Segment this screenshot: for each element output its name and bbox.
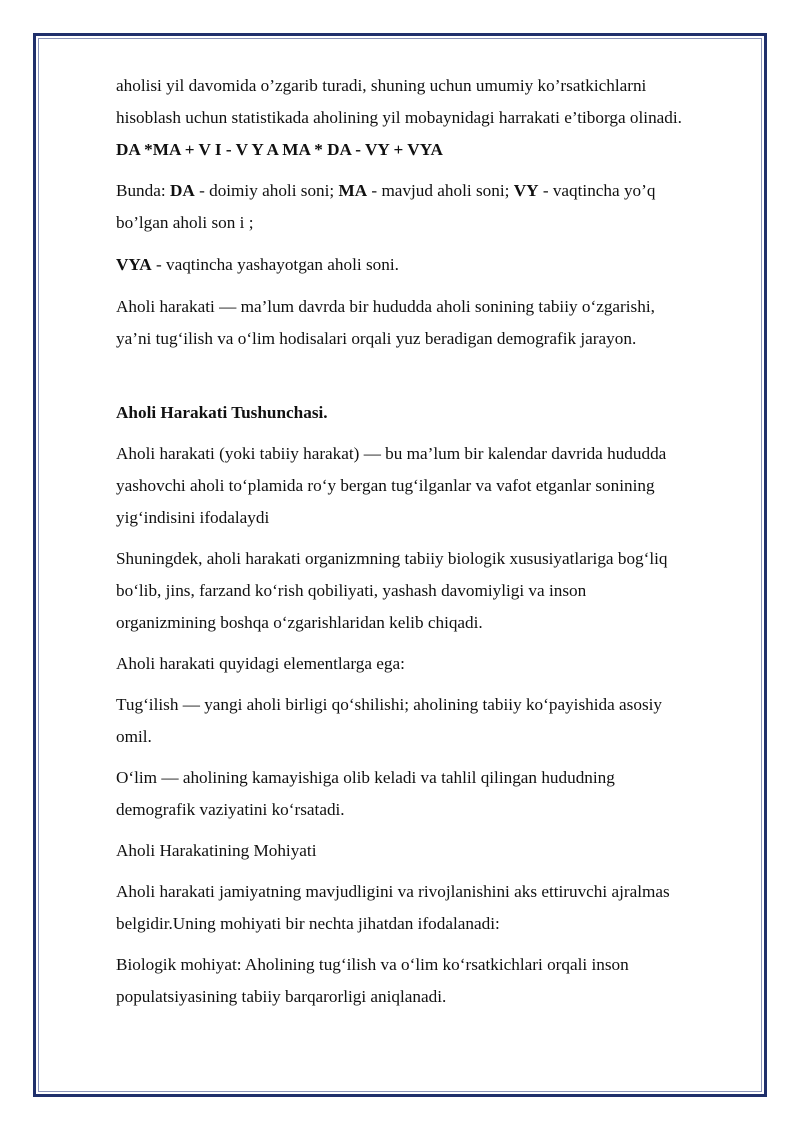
paragraph-3: Aholi harakati quyidagi elementlarga ega: <box>116 654 405 673</box>
term-vya: VYA <box>116 255 152 274</box>
desc-ma: - mavjud aholi soni; <box>367 181 514 200</box>
text-line: Shuningdek, aholi harakati organizmning tabiiy biologik xususiyatlariga bog‘liq <box>116 549 668 568</box>
paragraph-2 <box>116 543 716 639</box>
text-line: hisoblash uchun statistikada aholining yil mobaynidagi harrakati e’tiborga olinadi. <box>116 108 682 127</box>
paragraph-5 <box>116 762 716 826</box>
bunda-prefix: Bunda: <box>116 181 170 200</box>
text-line: Aholi harakati — ma’lum davrda bir hududda aholi sonining tabiiy o‘zgarishi, <box>116 297 655 316</box>
term-da: DA <box>169 181 195 200</box>
paragraph-1 <box>116 438 716 534</box>
formula-text: DA *MA + V I - V Y A MA * DA - VY + VYA <box>116 140 443 159</box>
vya-paragraph <box>116 249 716 281</box>
text-line: Aholi harakati jamiyatning mavjudligini va rivojlanishini aks ettiruvchi ajralmas <box>116 882 670 901</box>
text-line: yig‘indisini ifodalaydi <box>116 508 270 527</box>
paragraph-7 <box>116 876 716 940</box>
text-line: Tug‘ilish — yangi aholi birligi qo‘shilishi; aholining tabiiy ko‘payishida asosiy <box>116 695 663 714</box>
paragraph-6: Aholi Harakatining Mohiyati <box>116 841 317 860</box>
text-line: omil. <box>116 727 152 746</box>
text-line: O‘lim — aholining kamayishiga olib keladi va tahlil qilingan hududning <box>116 768 615 787</box>
intro-paragraph <box>116 70 716 134</box>
paragraph-8 <box>116 949 716 1013</box>
term-vy: VY <box>513 181 539 200</box>
text-line: bo‘lib, jins, farzand ko‘rish qobiliyati, yashash davomiyligi va inson <box>116 581 587 600</box>
paragraph-4 <box>116 689 716 753</box>
text-line: yashovchi aholi to‘plamida ro‘y bergan tug‘ilganlar va vafot etganlar sonining <box>116 476 655 495</box>
document-body <box>116 70 716 1013</box>
text-line: organizmining boshqa o‘zgarishlaridan kelib chiqadi. <box>116 613 483 632</box>
text-line: ya’ni tug‘ilish va o‘lim hodisalari orqali yuz beradigan demografik jarayon. <box>116 329 637 348</box>
desc-da: - doimiy aholi soni; <box>194 181 339 200</box>
text-line: demografik vaziyatini ko‘rsatadi. <box>116 800 345 819</box>
text-line: belgidir.Uning mohiyati bir nechta jihatdan ifodalanadi: <box>116 914 500 933</box>
text-line: populatsiyasining tabiiy barqarorligi aniqlanadi. <box>116 987 447 1006</box>
desc-vy: - vaqtincha yo’q <box>538 181 656 200</box>
bunda-paragraph <box>116 175 716 239</box>
desc-vya: - vaqtincha yashayotgan aholi soni. <box>151 255 399 274</box>
text-line: aholisi yil davomida o’zgarib turadi, shuning uchun umumiy ko’rsatkichlarni <box>116 76 647 95</box>
heading-text: Aholi Harakati Tushunchasi. <box>116 403 328 422</box>
text-line: Biologik mohiyat: Aholining tug‘ilish va o‘lim ko‘rsatkichlari orqali inson <box>116 955 629 974</box>
term-ma: MA <box>338 181 368 200</box>
text-line: bo’lgan aholi son i ; <box>116 213 254 232</box>
text-line: Aholi harakati (yoki tabiiy harakat) — bu ma’lum bir kalendar davrida hududda <box>116 444 667 463</box>
formula <box>116 134 716 166</box>
definition-paragraph <box>116 291 716 355</box>
section-heading <box>116 397 716 429</box>
